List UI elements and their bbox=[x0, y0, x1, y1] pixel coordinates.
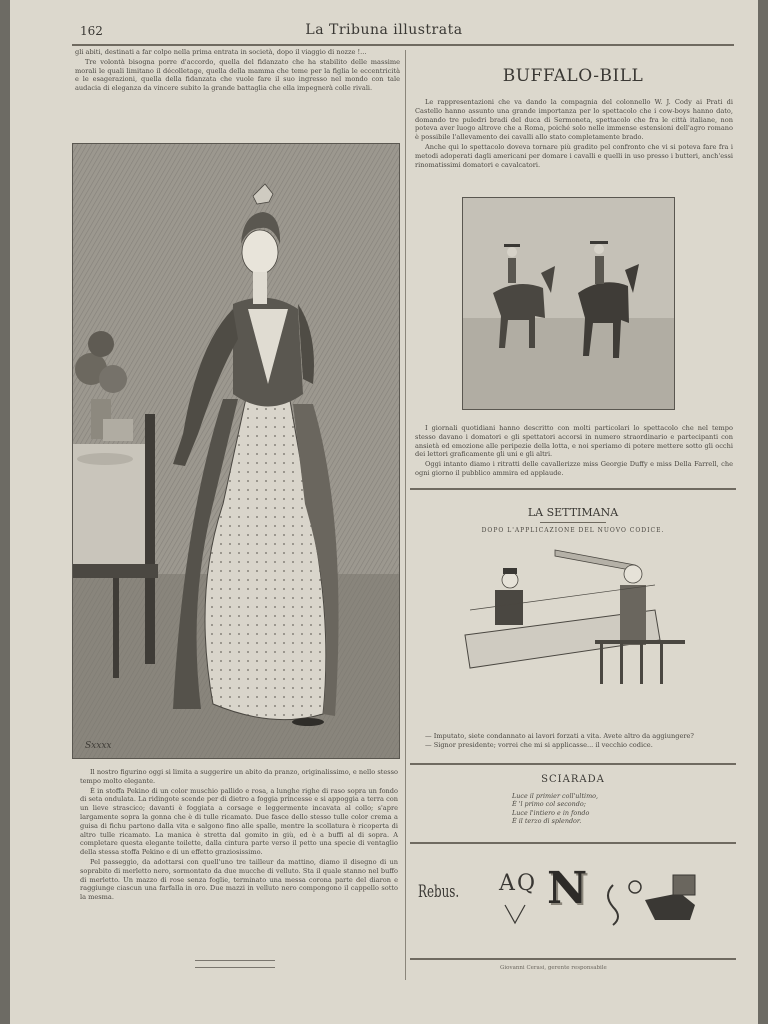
buffalo-bill-text bbox=[415, 98, 733, 170]
horse-riders-drawing bbox=[463, 198, 674, 409]
section-rule bbox=[410, 488, 736, 490]
buffalo-bill-text-continued bbox=[415, 424, 733, 479]
rebus-glyph-a: A bbox=[499, 871, 515, 896]
cowgirls-on-horseback-illustration bbox=[462, 197, 675, 410]
left-body-text bbox=[80, 768, 398, 903]
body-paragraph: Il nostro figurino oggi si limita a suggerire un abito da pranzo, originalissimo, e nello stesso tempo molto elegante. bbox=[80, 768, 398, 785]
buffalo-paragraph: Le rappresentazioni che va dando la compagnia del colonnello W. J. Cody ai Prati di Castello hanno assunto una grande importanza per lo spettacolo che i cow-boys hanno dato, domando tre puledri bradi del duca di Sermoneta, spettacolo che fra le città italiane, non poteva aver luogo altrove che a Roma, poiché solo nelle immense estensioni dell'agro romano è possibile l'allevamento dei cavalli allo stato completamente brado. bbox=[415, 98, 733, 142]
body-paragraph: È in stoffa Pekino di un color muschio pallido e rosa, a lunghe righe di raso sopra un fondo di seta ondulata. La ridingote scende per di dietro a foggia princesse e si appoggia a terra con un lieve strascico; davanti è foggiata a corsage e leggermente incavata al collo; s'apre largamente sopra la gonna che è di tulle ricamato. Due fasce dello stesso tulle color crema a guisa di fichu partono dalla vita e salgono fino alle spalle, mentre la scollatura è ricoperta di altro tulle ricamato. La manica è stretta dal gomito in giù, ed è a buffi al di sopra. A completare questa elegante toilette, dalla cintura parte verso il petto una specie di ventaglio della stessa stoffa Pekino e di un effetto graziosissimo. bbox=[80, 786, 398, 857]
section-rule bbox=[410, 763, 736, 765]
rebus-glyph-q: Q bbox=[517, 871, 536, 896]
dialogue-line: — Signor presidente; vorrei che mi si applicasse... il vecchio codice. bbox=[425, 740, 653, 749]
settimana-title: LA SETTIMANA bbox=[527, 506, 619, 519]
fashion-plate-illustration bbox=[72, 143, 400, 759]
dialogue-line: — Imputato, siete condannato ai lavori forzati a vita. Avete altro da aggiungere? bbox=[425, 732, 694, 740]
left-intro-text bbox=[75, 48, 400, 94]
column-divider bbox=[405, 50, 406, 980]
body-paragraph: Pel passeggio, da adottarsi con quell'uno tre tailleur da mattino, diamo il disegno di un soprabito di merletto nero, sormontato da due mucche di velluto. Sta il quale stanno nel buffo di merletto. Un mazzo di rose senza foglie, terminato una messa corona parte del diaron e raggiunge ciascun una farfalla in oro. Due mazzi in velluto nero compongono il cappello sotto la mesma. bbox=[80, 857, 398, 902]
buffalo-paragraph: Anche qui lo spettacolo doveva tornare più gradito pel confronto che vi si poteva fare fra i metodi adoperati dagli americani per domare i cavalli e quelli in uso presso i butteri, anch'essi rinomatissimi domatori e cavalcatori. bbox=[415, 142, 733, 169]
section-rule bbox=[410, 958, 736, 960]
courtroom-drawing bbox=[455, 540, 695, 690]
fashion-plate-drawing bbox=[73, 144, 399, 758]
settimana-dialogue bbox=[425, 732, 733, 750]
buffalo-paragraph: I giornali quotidiani hanno descritto con molti particolari lo spettacolo che nel tempo stesso davano i domatori e gli spettatori accorsi in numero straordinario e partecipanti con ansietà ed emozione alle peripezie della lotta, e noi speriamo di potere mettere sotto gli occhi dei lettori graficamente gli uni e gli altri. bbox=[415, 424, 733, 459]
rebus-glyph-n: N bbox=[547, 863, 588, 914]
footer-credit: Giovanni Cerasi, gerente responsabile bbox=[500, 965, 607, 971]
rebus-puzzle bbox=[495, 865, 725, 935]
page-number: 162 bbox=[80, 24, 103, 38]
verse-line: Luce il primier coll'ultimo, bbox=[512, 792, 599, 800]
ornament-divider bbox=[195, 960, 275, 968]
artist-signature: Sxxxx bbox=[85, 741, 112, 751]
sciarada-verse bbox=[512, 792, 712, 826]
short-rule bbox=[540, 522, 606, 523]
sciarada-title: SCIARADA bbox=[541, 774, 605, 785]
buffalo-paragraph: Oggi intanto diamo i ritratti delle cavallerizze miss Georgie Duffy e miss Della Farrell, che ogni giorno il pubblico ammira ed applaude. bbox=[415, 460, 733, 477]
verse-line: È 'l primo col secondo; bbox=[512, 800, 586, 809]
verse-line: È il terzo di splendor. bbox=[512, 817, 582, 826]
intro-paragraph: Tre volontà bisogna porre d'accordo, quella del fidanzato che ha stabilito delle massime morali le quali limitano il décolletage, quella della mamma che teme per la figlia le eccentricità e le esagerazioni, quella della fidanzata che vuole fare il suo ingresso nel mondo con tale audacia di eleganza da vincere subito la grande battaglia che ella impegnerà colle rivali. bbox=[75, 57, 400, 93]
intro-paragraph: gli abiti, destinati a far colpo nella prima entrata in società, dopo il viaggio di nozze !... bbox=[75, 48, 367, 56]
header-rule bbox=[72, 44, 734, 46]
courtroom-cartoon bbox=[455, 540, 695, 690]
section-rule bbox=[410, 842, 736, 844]
magazine-page bbox=[10, 0, 758, 1024]
buffalo-bill-title: BUFFALO-BILL bbox=[502, 66, 644, 86]
running-head-title: La Tribuna illustrata bbox=[305, 22, 463, 38]
rebus-label: Rebus. bbox=[418, 882, 460, 902]
rebus-pictures bbox=[495, 865, 725, 935]
settimana-subtitle: DOPO L'APPLICAZIONE DEL NUOVO CODICE. bbox=[481, 527, 665, 534]
verse-line: Luce l'intiero e in fondo bbox=[512, 808, 590, 817]
